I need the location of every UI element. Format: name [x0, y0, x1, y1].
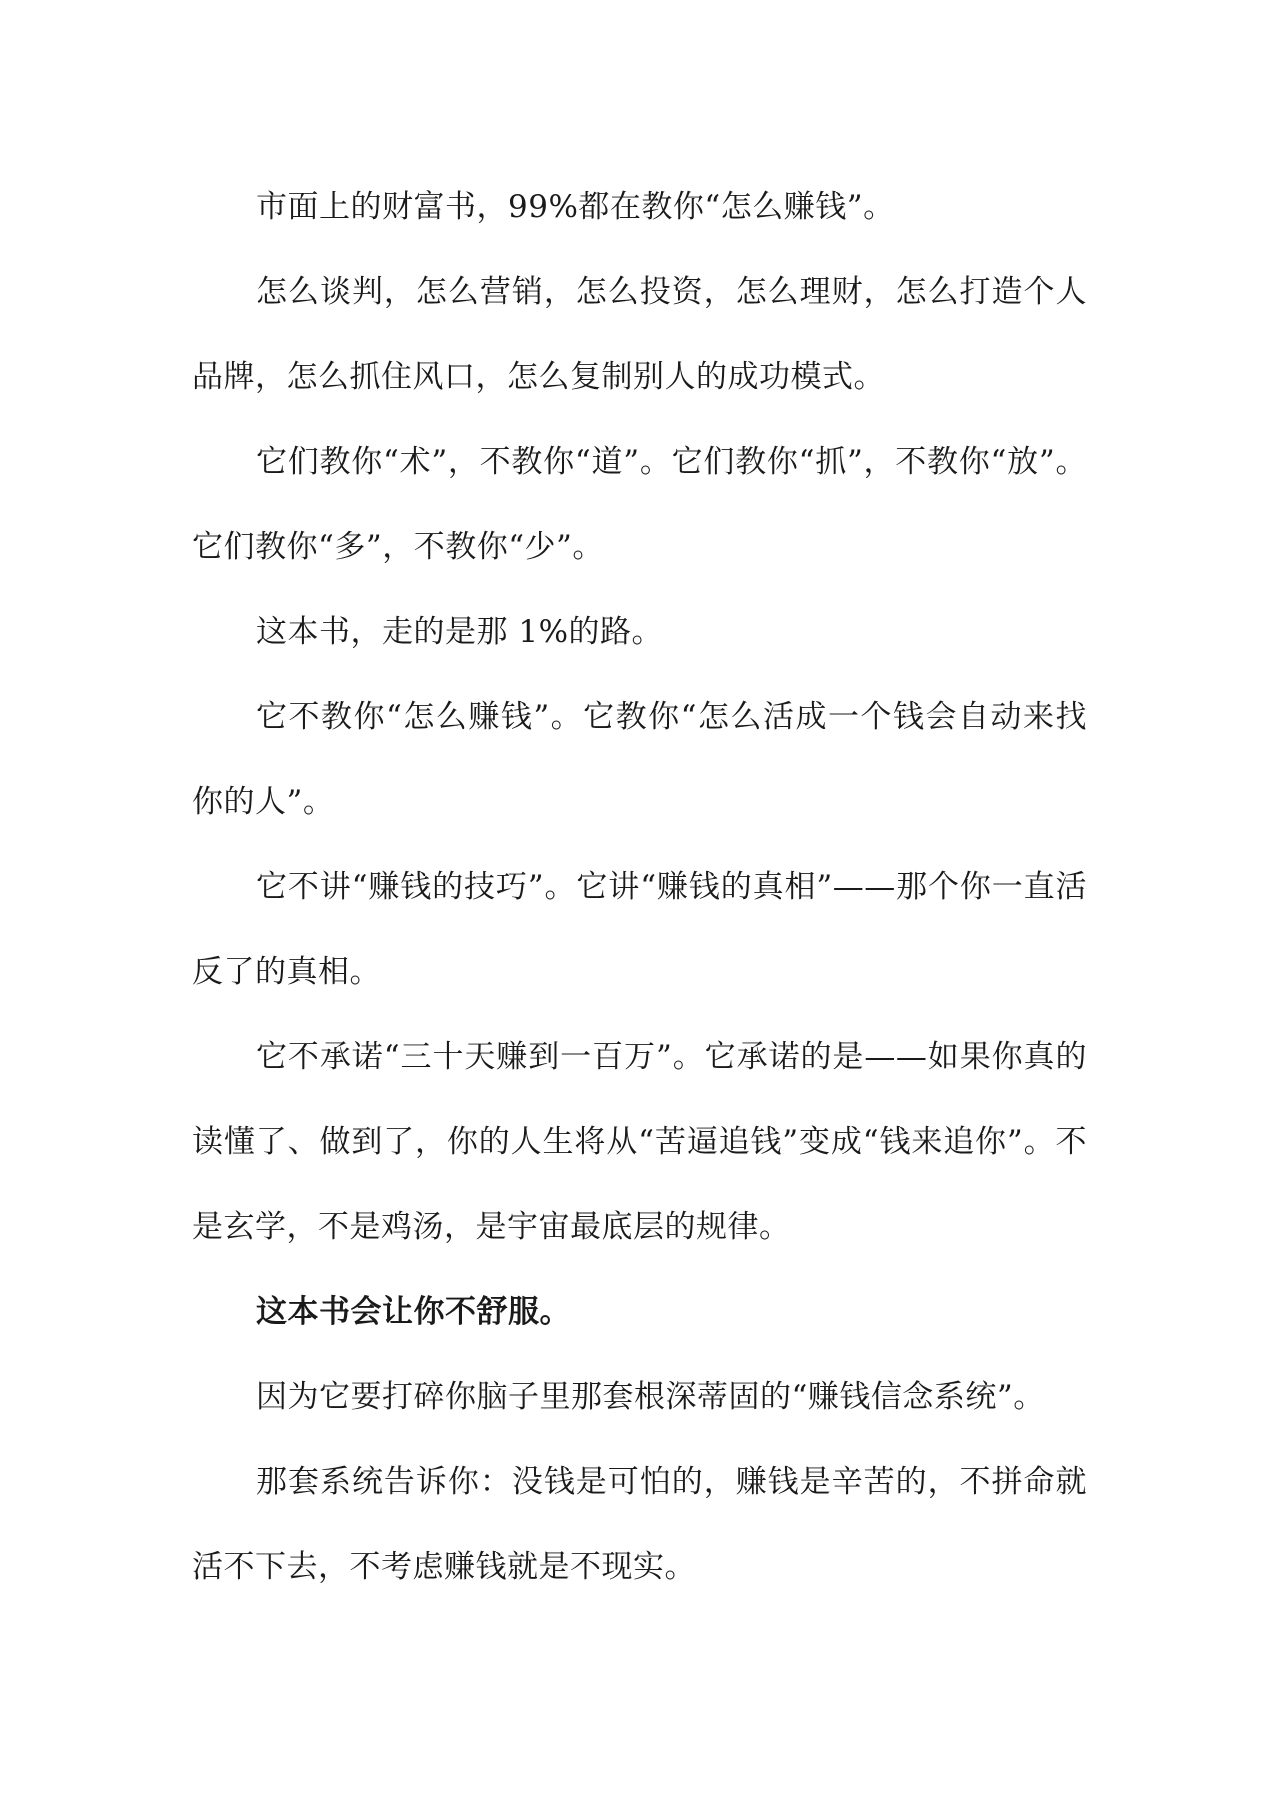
paragraph-10: 那套系统告诉你：没钱是可怕的，赚钱是辛苦的，不拼命就活不下去，不考虑赚钱就是不现实。: [192, 1464, 1087, 1585]
paragraph-5: 它不教你“怎么赚钱”。它教你“怎么活成一个钱会自动来找你的人”。: [192, 699, 1087, 820]
paragraph-3: 它们教你“术”，不教你“道”。它们教你“抓”，不教你“放”。它们教你“多”，不教你“少”。: [192, 444, 1087, 565]
paragraph-8-emphasis: 这本书会让你不舒服。: [256, 1294, 571, 1330]
body-text: [192, 165, 1087, 1610]
paragraph-9: 因为它要打碎你脑子里那套根深蒂固的“赚钱信念系统”。: [256, 1379, 1045, 1415]
paragraph-4: 这本书，走的是那 1%的路。: [256, 614, 664, 650]
paragraph-2: 怎么谈判，怎么营销，怎么投资，怎么理财，怎么打造个人品牌，怎么抓住风口，怎么复制别人的成功模式。: [192, 274, 1087, 395]
paragraph-6: 它不讲“赚钱的技巧”。它讲“赚钱的真相”——那个你一直活反了的真相。: [192, 869, 1087, 990]
paragraph-1: 市面上的财富书，99%都在教你“怎么赚钱”。: [256, 189, 895, 225]
paragraph-7: 它不承诺“三十天赚到一百万”。它承诺的是——如果你真的读懂了、做到了，你的人生将从“苦逼追钱”变成“钱来追你”。不是玄学，不是鸡汤，是宇宙最底层的规律。: [192, 1039, 1087, 1245]
